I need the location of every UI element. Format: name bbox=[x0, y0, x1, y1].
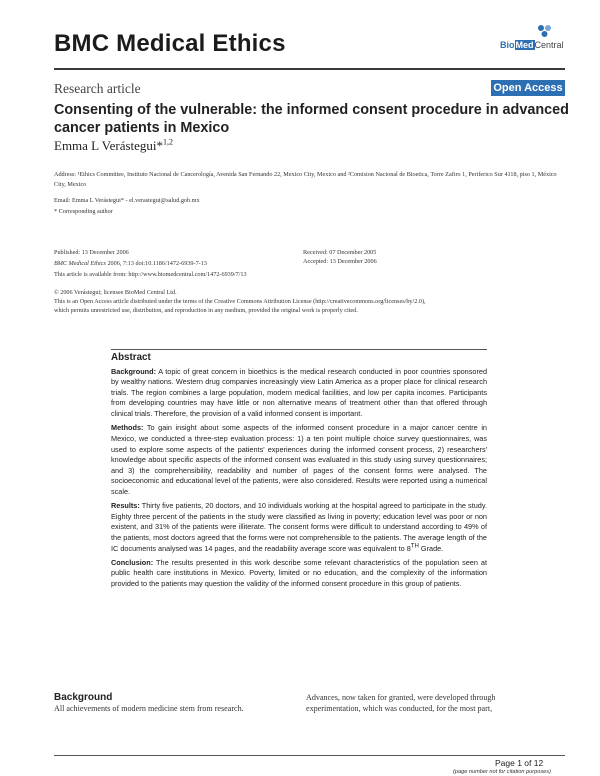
copyright-line: © 2006 Verástegui; licensee BioMed Central Ltd. bbox=[54, 289, 177, 296]
accepted-date: Accepted: 13 December 2006 bbox=[303, 258, 377, 265]
abstract-methods-label: Methods: bbox=[111, 423, 144, 433]
citation-details: 2006, 7:13 doi:10.1186/1472-6939-7-13 bbox=[105, 260, 207, 267]
abstract-rule bbox=[111, 349, 487, 350]
body-background-heading: Background bbox=[54, 692, 113, 703]
footer-rule bbox=[54, 755, 565, 756]
abstract-section bbox=[111, 349, 487, 590]
open-access-badge: Open Access bbox=[491, 80, 565, 96]
author-affiliations: 1,2 bbox=[163, 137, 174, 147]
body-right-line-2: experimentation, which was conducted, for the most part, bbox=[306, 703, 493, 713]
abstract-results-sup: TH bbox=[410, 542, 419, 550]
author-name: Emma L Verástegui* bbox=[54, 138, 164, 153]
article-url-line: This article is available from: http://www.biomedcentral.com/1472-6939/7/13 bbox=[54, 271, 247, 278]
received-date: Received: 07 December 2005 bbox=[303, 249, 377, 256]
abstract-background-label: Background: bbox=[111, 366, 156, 376]
article-type: Research article bbox=[54, 81, 141, 96]
abstract-results-text: Thirty five patients, 20 doctors, and 10 individuals working at the hospital agreed to participate in the study. Eighty three percent of the patients in the study were classified as living in poverty; education level was poor or non existent, and 31% of the patients were illiterate. The consent forms were difficult to understand according to 49% of the patients, most doctors agreed that the forms were not comprehensible to the patients. The average length of the IC documents analysed was 14 pages, and the readability average score was equivalent to 8 bbox=[111, 501, 487, 553]
page-number-note: (page number not for citation purposes) bbox=[453, 769, 551, 775]
citation-journal: BMC Medical Ethics bbox=[54, 260, 106, 267]
license-line-2: which permits unrestricted use, distribution, and reproduction in any medium, provided the original work is properly cited. bbox=[54, 307, 358, 314]
body-right-line-1: Advances, now taken for granted, were developed through bbox=[306, 693, 496, 702]
abstract-results bbox=[111, 501, 487, 554]
biomed-central-logo bbox=[497, 24, 563, 54]
logo-med: Med bbox=[515, 40, 534, 50]
abstract-results-end: Grade. bbox=[418, 543, 444, 553]
corresponding-author-note: * Corresponding author bbox=[54, 208, 113, 215]
abstract-methods bbox=[111, 423, 487, 497]
biomed-logo-icon bbox=[537, 24, 553, 38]
logo-central: Central bbox=[534, 40, 564, 50]
abstract-heading: Abstract bbox=[111, 352, 151, 363]
license-line-1: This is an Open Access article distributed under the terms of the Creative Commons Attribution License (http://creativecommons.org/licenses/by/2.0), bbox=[54, 298, 426, 305]
header-rule bbox=[54, 68, 565, 70]
logo-bio: Bio bbox=[500, 40, 515, 50]
abstract-results-label: Results: bbox=[111, 501, 140, 511]
abstract-conclusion-label: Conclusion: bbox=[111, 557, 154, 567]
abstract-conclusion bbox=[111, 558, 487, 590]
abstract-methods-text: To gain insight about some aspects of the informed consent procedure in a major cancer centre in Mexico, we conducted a three-step evaluation process: 1) a ten point multiple choice survey questionnaires, was used to explore some aspects of the patients' experiences during the informed consent process, 2) researchers' knowledge about specific aspects of the informed consent was evaluated in this study using survey questionnaires; and 3) the comprehensibility, readability and number of pages of the consent forms were analysed. The socioeconomic and educational level of the patients, were also considered. Results were reported using a numerical scale. bbox=[111, 423, 487, 496]
author-line bbox=[54, 138, 173, 154]
body-right-column bbox=[306, 693, 564, 714]
abstract-background-text: A topic of great concern in bioethics is the medical research conducted in poor countries sponsored by wealthy nations. Western drug companies increasingly view Latin America as a proper place for clinical research trials. The region combines a large population, modern medical facilities, and low per capita incomes. Participants from developing countries may have little or non alternative means of treatment other than that offered through clinical trials. Therefore, the provision of a valid informed consent is important. bbox=[111, 366, 487, 419]
body-left-column: All achievements of modern medicine stem from research. bbox=[54, 704, 244, 713]
abstract-background bbox=[111, 367, 487, 420]
citation bbox=[54, 259, 207, 269]
article-title: Consenting of the vulnerable: the informed consent procedure in advanced cancer patients in Mexico bbox=[54, 102, 569, 136]
author-address: Address: ¹Ethics Committee, Instituto Nacional de Cancerología, Avenida San Fernando 22, Mexico City, Mexico and ²Comision Nacional de Bioetica, Torre Zafiro 1, Periferico Sur 4118, piso 1, México City, Mexico bbox=[54, 171, 557, 188]
published-date: Published: 13 December 2006 bbox=[54, 249, 129, 256]
author-email: Email: Emma L Verástegui* - el.verastegui@salud.gob.mx bbox=[54, 197, 200, 204]
page-number: Page 1 of 12 bbox=[495, 758, 544, 768]
journal-title: BMC Medical Ethics bbox=[54, 30, 286, 57]
abstract-conclusion-text: The results presented in this work describe some relevant characteristics of the population seen at public health care institutions in Mexico. Poverty, limited or no education, and the complexity of the information provided to the patients may question the validity of the informed consent procedure in this group of patients. bbox=[111, 557, 487, 589]
